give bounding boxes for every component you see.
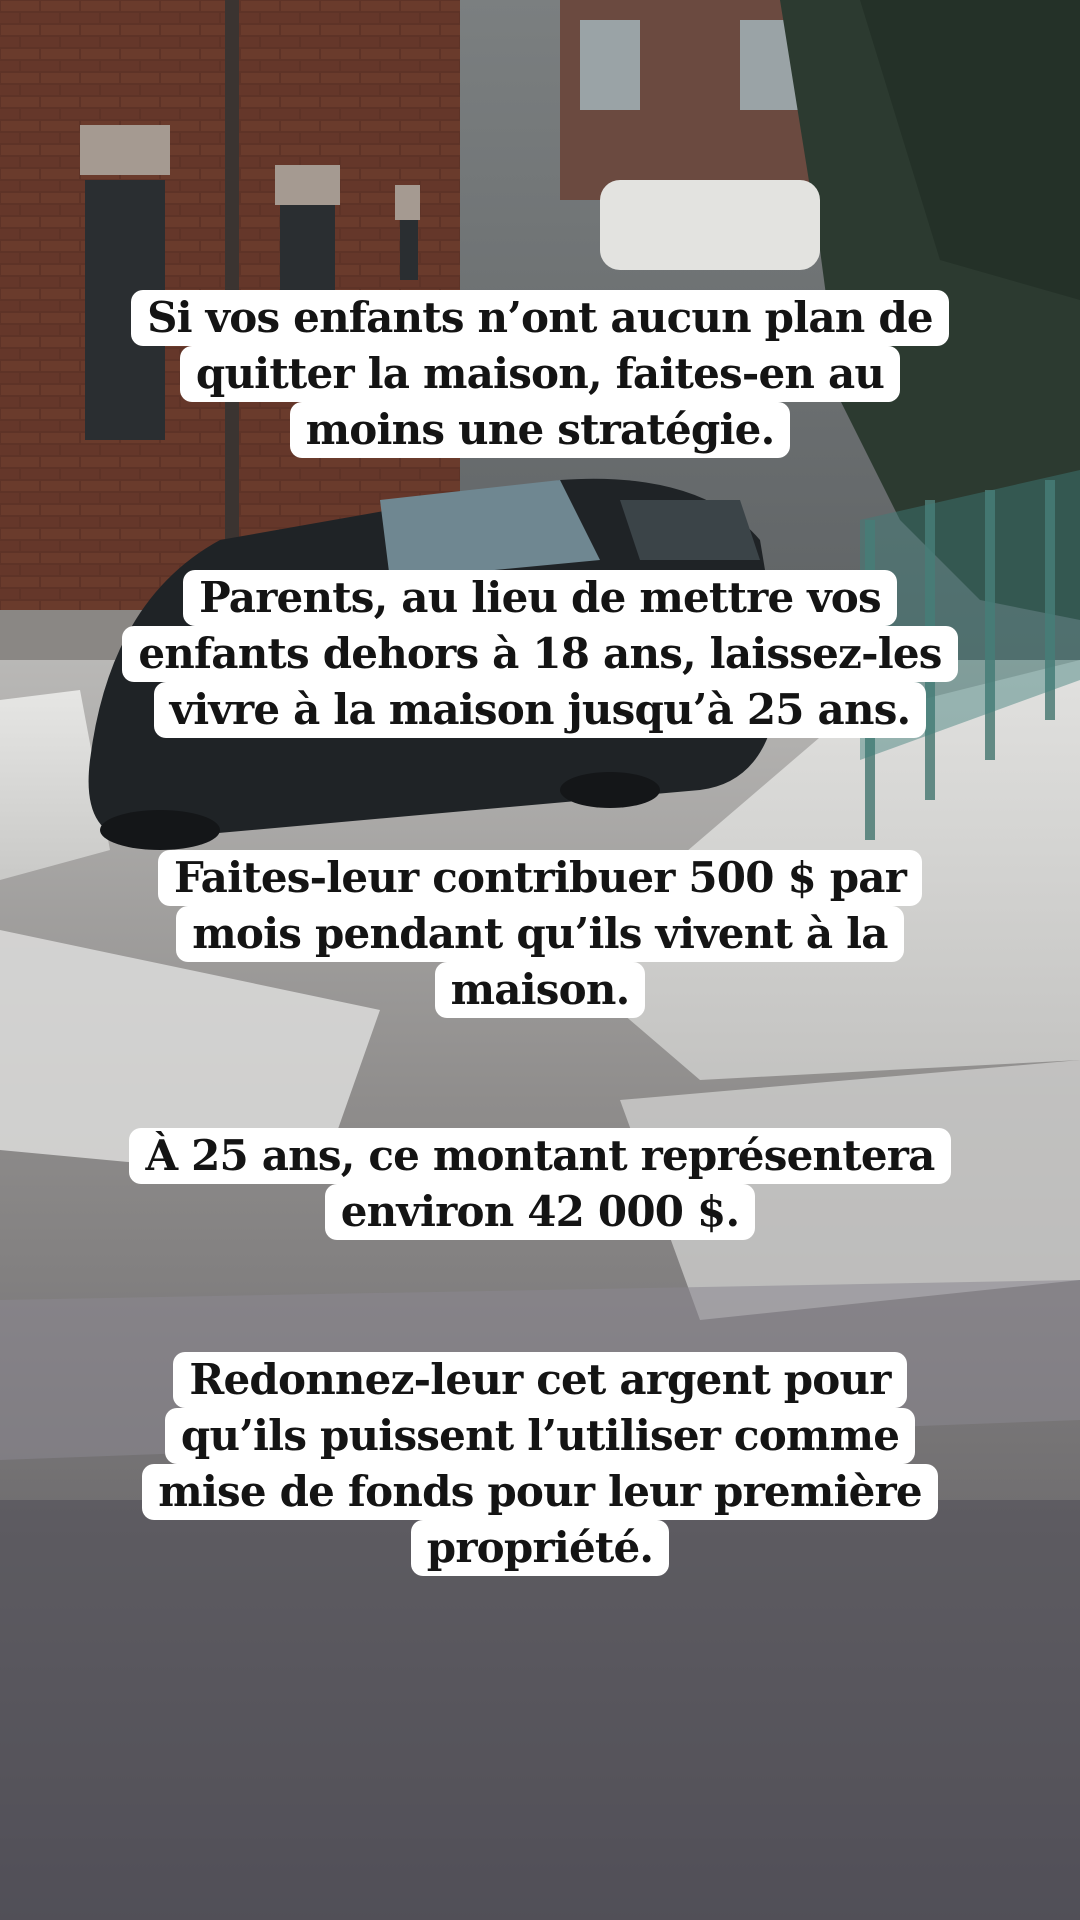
caption-block-5 xyxy=(0,1352,1080,1576)
caption-line: quitter la maison, faites-en au xyxy=(180,346,900,402)
caption-line: Parents, au lieu de mettre vos xyxy=(183,570,897,626)
caption-block-2 xyxy=(0,570,1080,738)
caption-block-1 xyxy=(0,290,1080,458)
caption-line: Si vos enfants n’ont aucun plan de xyxy=(131,290,949,346)
caption-line: vivre à la maison jusqu’à 25 ans. xyxy=(154,682,927,738)
caption-line: mise de fonds pour leur première xyxy=(142,1464,938,1520)
caption-line: Faites-leur contribuer 500 $ par xyxy=(158,850,922,906)
caption-line: maison. xyxy=(435,962,646,1018)
caption-line: propriété. xyxy=(411,1520,669,1576)
caption-line: environ 42 000 $. xyxy=(325,1184,756,1240)
caption-line: Redonnez-leur cet argent pour xyxy=(173,1352,906,1408)
caption-line: qu’ils puissent l’utiliser comme xyxy=(165,1408,915,1464)
caption-line: mois pendant qu’ils vivent à la xyxy=(176,906,903,962)
caption-line: moins une stratégie. xyxy=(290,402,791,458)
caption-line: À 25 ans, ce montant représentera xyxy=(129,1128,950,1184)
caption-block-3 xyxy=(0,850,1080,1018)
caption-block-4 xyxy=(0,1128,1080,1240)
caption-line: enfants dehors à 18 ans, laissez-les xyxy=(122,626,957,682)
